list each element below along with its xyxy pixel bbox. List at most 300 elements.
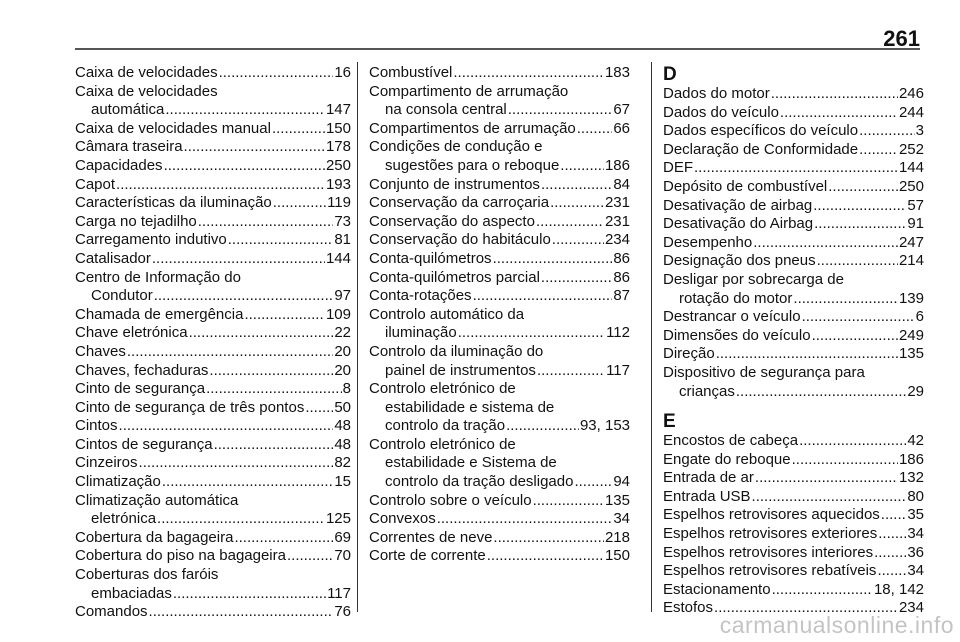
dot-leader bbox=[493, 529, 604, 548]
index-entry-text: Desempenho bbox=[663, 233, 753, 251]
index-entry-text: Comandos bbox=[75, 603, 148, 621]
index-entry-line bbox=[75, 64, 351, 83]
index-entry-line bbox=[369, 231, 630, 250]
index-entry-text: sugestões para o reboque bbox=[385, 156, 560, 174]
index-entry-text: Climatização bbox=[75, 473, 161, 491]
index-page-ref: 80 bbox=[907, 487, 924, 505]
index-entry bbox=[663, 122, 924, 141]
index-entry bbox=[663, 451, 924, 470]
index-entry-line bbox=[663, 141, 924, 160]
index-page-ref: 48 bbox=[334, 435, 351, 453]
dot-leader bbox=[552, 231, 604, 250]
index-entry-line bbox=[75, 436, 351, 455]
index-page-ref: 186 bbox=[604, 156, 630, 174]
dot-leader bbox=[157, 510, 325, 529]
index-page-ref: 93, 153 bbox=[579, 417, 630, 435]
index-entry-text: Capacidades bbox=[75, 156, 163, 174]
index-entry bbox=[75, 473, 351, 492]
index-entry-line bbox=[369, 287, 630, 306]
dot-leader bbox=[799, 432, 906, 451]
index-entry-line bbox=[663, 506, 924, 525]
index-entry-text: Cinto de segurança de três pontos bbox=[75, 398, 305, 416]
dot-leader bbox=[877, 562, 906, 581]
dot-leader bbox=[881, 506, 907, 525]
index-entry bbox=[75, 492, 351, 529]
index-page-ref: 135 bbox=[898, 345, 924, 363]
dot-leader bbox=[209, 362, 333, 381]
index-entry-line bbox=[663, 451, 924, 470]
index-entry-text: Engate do reboque bbox=[663, 450, 791, 468]
dot-leader bbox=[458, 324, 605, 343]
index-page-ref: 16 bbox=[334, 64, 351, 81]
dot-leader bbox=[173, 585, 326, 604]
index-page-ref: 35 bbox=[907, 506, 924, 524]
index-page-ref: 247 bbox=[898, 233, 924, 251]
index-entry-line bbox=[75, 343, 351, 362]
index-entry bbox=[75, 157, 351, 176]
index-entry-line bbox=[75, 473, 351, 492]
index-entry-line bbox=[369, 380, 630, 399]
index-entry-text: Dados específicos do veículo bbox=[663, 122, 859, 140]
dot-leader bbox=[753, 234, 898, 253]
index-entry bbox=[369, 213, 630, 232]
index-page-ref: 20 bbox=[334, 361, 351, 379]
dot-leader bbox=[536, 213, 604, 232]
index-entry bbox=[75, 250, 351, 269]
index-page-ref: 8 bbox=[342, 380, 351, 398]
index-entry-line bbox=[369, 194, 630, 213]
index-page-ref: 34 bbox=[907, 525, 924, 543]
index-entry-line bbox=[369, 324, 630, 343]
index-page-ref: 234 bbox=[898, 599, 924, 617]
index-entry-text: Caixa de velocidades bbox=[75, 82, 218, 100]
index-entry-line bbox=[75, 510, 351, 529]
index-entry bbox=[75, 324, 351, 343]
dot-leader bbox=[116, 176, 325, 195]
index-entry-text: Encostos de cabeça bbox=[663, 432, 799, 450]
index-entry bbox=[369, 547, 630, 566]
index-entry-line bbox=[369, 306, 630, 325]
index-entry-line bbox=[75, 194, 351, 213]
index-page-ref: 119 bbox=[327, 194, 351, 212]
index-entry-line bbox=[75, 362, 351, 381]
index-page-ref: 69 bbox=[334, 528, 351, 546]
index-page-ref: 87 bbox=[613, 287, 630, 305]
index-entry-text: Capot bbox=[75, 175, 116, 193]
dot-leader bbox=[206, 380, 342, 399]
index-entry-line bbox=[663, 290, 924, 309]
index-entry-text: Conservação da carroçaria bbox=[369, 194, 550, 212]
page-number: 261 bbox=[883, 26, 920, 51]
index-page-ref: 231 bbox=[604, 194, 630, 212]
index-entry-line bbox=[369, 547, 630, 566]
index-entry-text: Dados do motor bbox=[663, 85, 770, 102]
index-entry-line bbox=[75, 120, 351, 139]
index-entry-line bbox=[663, 122, 924, 141]
index-entry-line bbox=[75, 529, 351, 548]
index-entry-line bbox=[75, 157, 351, 176]
index-entry-line bbox=[663, 85, 924, 104]
index-entry-text: Estofos bbox=[663, 599, 714, 617]
dot-leader bbox=[437, 510, 613, 529]
index-entry-line bbox=[75, 231, 351, 250]
index-page-ref: 34 bbox=[613, 510, 630, 528]
index-entry bbox=[75, 362, 351, 381]
index-entry-text: Chaves bbox=[75, 342, 126, 360]
index-entry-line bbox=[663, 234, 924, 253]
index-entry bbox=[663, 308, 924, 327]
dot-leader bbox=[859, 122, 915, 141]
dot-leader bbox=[154, 287, 334, 306]
dot-leader bbox=[533, 492, 604, 511]
dot-leader bbox=[244, 306, 325, 325]
index-page-ref: 250 bbox=[898, 177, 924, 195]
index-entry-line bbox=[369, 529, 630, 548]
index-letter-heading: D bbox=[663, 64, 677, 85]
index-entry-text: controlo da tração bbox=[385, 417, 506, 435]
index-entry-text: Compartimentos de arrumação bbox=[369, 119, 576, 137]
index-entry bbox=[369, 83, 630, 120]
dot-leader bbox=[814, 215, 906, 234]
index-entry-text: Câmara traseira bbox=[75, 138, 183, 156]
index-page-ref: 246 bbox=[898, 85, 924, 102]
dot-leader bbox=[828, 178, 898, 197]
index-entry-line bbox=[369, 64, 630, 83]
index-entry-text: Compartimento de arrumação bbox=[369, 82, 569, 100]
index-page-ref: 36 bbox=[907, 543, 924, 561]
dot-leader bbox=[184, 138, 325, 157]
dot-leader bbox=[149, 603, 334, 622]
index-entry-line bbox=[663, 178, 924, 197]
index-page-ref: 150 bbox=[325, 119, 351, 137]
index-entry bbox=[75, 64, 351, 83]
index-entry-text: Designação dos pneus bbox=[663, 252, 816, 270]
index-entry-text: Declaração de Conformidade bbox=[663, 140, 859, 158]
index-entry-text: Cintos de segurança bbox=[75, 435, 213, 453]
index-entry-text: Controlo eletrónico de bbox=[369, 380, 516, 398]
index-entry bbox=[663, 525, 924, 544]
index-page-ref: 15 bbox=[334, 473, 351, 491]
index-page-ref: 109 bbox=[325, 305, 351, 323]
index-entry-text: Controlo sobre o veículo bbox=[369, 491, 532, 509]
index-page-ref: 150 bbox=[604, 547, 630, 565]
dot-leader bbox=[228, 231, 334, 250]
index-page-ref: 20 bbox=[334, 342, 351, 360]
index-entry bbox=[663, 364, 924, 401]
index-page-ref: 144 bbox=[898, 159, 924, 177]
index-entry bbox=[75, 566, 351, 603]
index-entry-line bbox=[663, 581, 924, 600]
index-entry-text: Conta-quilómetros bbox=[369, 249, 492, 267]
index-entry-line bbox=[663, 327, 924, 346]
index-entry bbox=[369, 64, 630, 83]
index-page-ref: 73 bbox=[334, 212, 351, 230]
index-entry bbox=[75, 120, 351, 139]
index-entry-text: Climatização automática bbox=[75, 491, 239, 509]
index-page-ref: 34 bbox=[907, 562, 924, 580]
index-entry-line bbox=[369, 176, 630, 195]
index-entry bbox=[369, 529, 630, 548]
index-entry-line bbox=[663, 525, 924, 544]
index-entry bbox=[369, 269, 630, 288]
index-entry-text: Cintos bbox=[75, 417, 118, 435]
index-page-ref: 250 bbox=[325, 156, 351, 174]
index-entry-line bbox=[663, 469, 924, 488]
index-page-ref: 97 bbox=[334, 287, 351, 305]
index-page-ref: 84 bbox=[613, 175, 630, 193]
dot-leader bbox=[537, 362, 605, 381]
index-entry-line bbox=[75, 585, 351, 604]
index-page-ref: 29 bbox=[907, 382, 924, 400]
dot-leader bbox=[493, 250, 613, 269]
index-entry-line bbox=[369, 417, 630, 436]
dot-leader bbox=[560, 157, 604, 176]
index-column-2 bbox=[369, 64, 630, 566]
index-entry-text: Características da iluminação bbox=[75, 194, 272, 212]
index-entry-line bbox=[75, 250, 351, 269]
index-entry-text: Destrancar o veículo bbox=[663, 308, 801, 326]
index-entry bbox=[369, 194, 630, 213]
index-page-ref: 234 bbox=[604, 231, 630, 249]
index-entry-text: Conjunto de instrumentos bbox=[369, 175, 540, 193]
index-entry bbox=[663, 234, 924, 253]
index-entry-line bbox=[75, 176, 351, 195]
index-entry bbox=[369, 287, 630, 306]
index-entry-text: Conta-quilómetros parcial bbox=[369, 268, 540, 286]
index-entry-text: Coberturas dos faróis bbox=[75, 566, 219, 584]
index-entry-text: Espelhos retrovisores aquecidos bbox=[663, 506, 880, 524]
index-entry bbox=[369, 306, 630, 343]
index-entry-line bbox=[369, 473, 630, 492]
index-entry-line bbox=[369, 362, 630, 381]
index-entry-line bbox=[369, 399, 630, 418]
index-entry-text: Chamada de emergência bbox=[75, 305, 244, 323]
dot-leader bbox=[272, 120, 325, 139]
index-entry bbox=[75, 83, 351, 120]
index-entry bbox=[663, 159, 924, 178]
index-entry-text: Estacionamento bbox=[663, 580, 771, 598]
index-entry-line bbox=[369, 138, 630, 157]
index-letter-heading: E bbox=[663, 411, 676, 433]
index-page-ref: 6 bbox=[915, 308, 924, 326]
index-entry-text: Corte de corrente bbox=[369, 547, 486, 565]
index-entry-text: Chave eletrónica bbox=[75, 324, 188, 342]
index-page-ref: 67 bbox=[613, 101, 630, 119]
dot-leader bbox=[234, 529, 333, 548]
index-entry-line bbox=[75, 492, 351, 511]
index-page-ref: 249 bbox=[898, 326, 924, 344]
index-entry-line bbox=[369, 269, 630, 288]
index-page-ref: 117 bbox=[606, 361, 630, 379]
index-entry bbox=[75, 529, 351, 548]
index-entry-text: embaciadas bbox=[91, 584, 172, 602]
index-entry-text: painel de instrumentos bbox=[385, 361, 536, 379]
index-entry-line bbox=[369, 510, 630, 529]
index-entry-line bbox=[75, 380, 351, 399]
dot-leader bbox=[716, 345, 898, 364]
dot-leader bbox=[287, 547, 333, 566]
index-entry-line bbox=[75, 417, 351, 436]
index-entry-text: Controlo da iluminação do bbox=[369, 342, 544, 360]
dot-leader bbox=[305, 399, 333, 418]
index-entry-text: Catalisador bbox=[75, 249, 151, 267]
index-page-ref: 66 bbox=[613, 119, 630, 137]
index-entry bbox=[663, 544, 924, 563]
index-entry bbox=[75, 603, 351, 622]
index-entry bbox=[75, 306, 351, 325]
header-rule bbox=[75, 48, 920, 50]
dot-leader bbox=[780, 104, 898, 123]
index-page-ref: 147 bbox=[325, 101, 351, 119]
dot-leader bbox=[550, 194, 604, 213]
index-entry bbox=[369, 510, 630, 529]
index-entry-line bbox=[75, 454, 351, 473]
index-entry-line bbox=[75, 399, 351, 418]
index-entry-line bbox=[369, 120, 630, 139]
index-entry-text: Espelhos retrovisores interiores bbox=[663, 543, 874, 561]
index-entry-text: Espelhos retrovisores exteriores bbox=[663, 525, 878, 543]
dot-leader bbox=[752, 488, 907, 507]
dot-leader bbox=[473, 287, 613, 306]
index-entry-text: Desativação de airbag bbox=[663, 196, 813, 214]
dot-leader bbox=[165, 101, 325, 120]
index-page-ref: 48 bbox=[334, 417, 351, 435]
index-entry-line bbox=[75, 287, 351, 306]
index-page-ref: 218 bbox=[604, 528, 630, 546]
index-page-ref: 76 bbox=[334, 603, 351, 621]
index-entry-text: Cinzeiros bbox=[75, 454, 138, 472]
index-entry-text: rotação do motor bbox=[679, 289, 793, 307]
index-entry bbox=[369, 250, 630, 269]
index-entry bbox=[663, 506, 924, 525]
index-entry-text: Direção bbox=[663, 345, 715, 363]
index-entry bbox=[663, 469, 924, 488]
index-entry-line bbox=[369, 213, 630, 232]
index-entry-text: Dimensões do veículo bbox=[663, 326, 811, 344]
index-page-ref: 82 bbox=[334, 454, 351, 472]
index-entry bbox=[75, 343, 351, 362]
dot-leader bbox=[214, 436, 334, 455]
dot-leader bbox=[541, 176, 612, 195]
index-entry-text: Caixa de velocidades bbox=[75, 64, 218, 81]
index-page-ref: 22 bbox=[334, 324, 351, 342]
index-entry-text: iluminação bbox=[385, 324, 457, 342]
index-page-ref: 86 bbox=[613, 249, 630, 267]
dot-leader bbox=[506, 417, 579, 436]
index-entry bbox=[663, 215, 924, 234]
index-entry-line bbox=[75, 269, 351, 288]
index-entry-line bbox=[663, 197, 924, 216]
index-entry-text: Entrada USB bbox=[663, 487, 751, 505]
index-entry-line bbox=[369, 436, 630, 455]
index-entry bbox=[369, 176, 630, 195]
index-page-ref: 132 bbox=[898, 469, 924, 487]
index-entry-line bbox=[75, 603, 351, 622]
index-page-ref: 18, 142 bbox=[873, 580, 924, 598]
index-entry-line bbox=[75, 306, 351, 325]
index-entry-line bbox=[663, 383, 924, 402]
dot-leader bbox=[453, 64, 604, 83]
index-entry bbox=[369, 343, 630, 380]
index-entry-text: controlo da tração desligado bbox=[385, 473, 574, 491]
index-entry-text: Correntes de neve bbox=[369, 528, 493, 546]
dot-leader bbox=[152, 250, 325, 269]
index-entry-line bbox=[663, 562, 924, 581]
index-entry bbox=[369, 138, 630, 175]
index-entry-line bbox=[75, 138, 351, 157]
index-entry-text: estabilidade e sistema de bbox=[385, 398, 555, 416]
index-entry-text: Desativação do Airbag bbox=[663, 215, 814, 233]
index-entry-text: Cobertura do piso na bagageira bbox=[75, 547, 286, 565]
index-entry bbox=[75, 269, 351, 306]
dot-leader bbox=[127, 343, 333, 362]
index-page-ref: 94 bbox=[613, 473, 630, 491]
index-entry-text: Carga no tejadilho bbox=[75, 212, 197, 230]
index-entry-text: Espelhos retrovisores rebatíveis bbox=[663, 562, 877, 580]
index-page-ref: 135 bbox=[604, 491, 630, 509]
index-entry-text: Depósito de combustível bbox=[663, 177, 828, 195]
index-entry-line bbox=[369, 101, 630, 120]
column-separator bbox=[651, 62, 652, 612]
index-entry-line bbox=[369, 250, 630, 269]
index-entry bbox=[75, 380, 351, 399]
index-entry bbox=[369, 436, 630, 492]
index-entry bbox=[369, 231, 630, 250]
index-entry-text: Condutor bbox=[91, 287, 153, 305]
index-page-ref: 50 bbox=[334, 398, 351, 416]
index-entry bbox=[663, 197, 924, 216]
dot-leader bbox=[694, 159, 898, 178]
dot-leader bbox=[119, 417, 334, 436]
index-entry-line bbox=[663, 345, 924, 364]
index-entry bbox=[75, 176, 351, 195]
index-entry-line bbox=[663, 252, 924, 271]
index-page-ref: 231 bbox=[604, 212, 630, 230]
index-entry-text: Conservação do aspecto bbox=[369, 212, 535, 230]
index-entry-line bbox=[663, 432, 924, 451]
index-entry-line bbox=[663, 488, 924, 507]
index-entry-line bbox=[75, 83, 351, 102]
dot-leader bbox=[487, 547, 604, 566]
dot-leader bbox=[541, 269, 612, 288]
index-page-ref: 244 bbox=[898, 103, 924, 121]
index-entry bbox=[663, 178, 924, 197]
index-entry bbox=[663, 252, 924, 271]
index-entry-line bbox=[663, 104, 924, 123]
index-entry bbox=[75, 194, 351, 213]
index-entry-line bbox=[663, 159, 924, 178]
dot-leader bbox=[162, 473, 333, 492]
index-page-ref: 125 bbox=[325, 510, 351, 528]
index-entry-line bbox=[663, 215, 924, 234]
index-entry-line bbox=[663, 364, 924, 383]
index-page-ref: 139 bbox=[898, 289, 924, 307]
index-entry-text: na consola central bbox=[385, 101, 507, 119]
index-entry-text: Conta-rotações bbox=[369, 287, 472, 305]
dot-leader bbox=[813, 197, 906, 216]
index-page-ref: 193 bbox=[325, 175, 351, 193]
index-entry-text: Cinto de segurança bbox=[75, 380, 206, 398]
dot-leader bbox=[736, 383, 906, 402]
index-page-ref: 252 bbox=[898, 140, 924, 158]
index-entry bbox=[75, 547, 351, 566]
index-entry-line bbox=[75, 547, 351, 566]
index-entry bbox=[75, 399, 351, 418]
dot-leader bbox=[189, 324, 334, 343]
index-page-ref: 144 bbox=[325, 249, 351, 267]
index-entry-text: Carregamento indutivo bbox=[75, 231, 227, 249]
index-entry-line bbox=[75, 324, 351, 343]
